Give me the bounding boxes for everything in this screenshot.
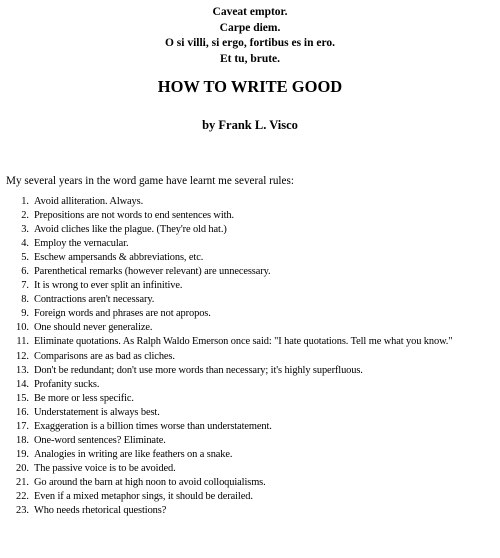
- rule-number: 17.: [16, 420, 29, 432]
- rule-number: 21.: [16, 476, 29, 488]
- rule-text: Contractions aren't necessary.: [34, 294, 155, 306]
- rule-text: Parenthetical remarks (however relevant) are unnecessary.: [34, 266, 271, 278]
- rule-number: 2.: [21, 210, 29, 222]
- rule-text: Eliminate quotations. As Ralph Waldo Emerson once said: "I hate quotations. Tell me what you know.": [34, 336, 453, 348]
- rule-text: Avoid alliteration. Always.: [34, 196, 144, 207]
- rule-number: 18.: [16, 434, 29, 446]
- rule-text: Analogies in writing are like feathers on a snake.: [34, 448, 233, 460]
- byline: by Frank L. Visco: [202, 118, 298, 132]
- rule-number: 22.: [16, 490, 29, 502]
- rule-text: Comparisons are as bad as cliches.: [34, 350, 175, 362]
- rule-number: 15.: [16, 392, 29, 404]
- rule-text: Understatement is always best.: [34, 406, 160, 418]
- rule-number: 10.: [16, 322, 29, 334]
- rule-text: Profanity sucks.: [34, 378, 100, 390]
- page-title: HOW TO WRITE GOOD: [157, 77, 343, 96]
- rule-number: 7.: [21, 280, 29, 292]
- rule-number: 19.: [16, 448, 29, 460]
- rule-text: It is wrong to ever split an infinitive.: [34, 280, 183, 292]
- rule-text: Don't be redundant; don't use more words than necessary; it's highly superfluous.: [34, 364, 363, 376]
- rule-text: The passive voice is to be avoided.: [34, 462, 176, 474]
- rule-text: Even if a mixed metaphor sings, it should be derailed.: [34, 490, 253, 502]
- rule-text: Employ the vernacular.: [34, 238, 129, 250]
- epigraph: [0, 5, 500, 67]
- rule-number: 8.: [21, 294, 29, 306]
- rule-number: 3.: [21, 224, 29, 236]
- rule-number: 14.: [16, 378, 29, 390]
- rule-text: Prepositions are not words to end sentences with.: [34, 210, 234, 222]
- rule-number: 23.: [16, 505, 29, 517]
- rule-number: 5.: [21, 252, 29, 264]
- rule-number: 13.: [16, 364, 29, 376]
- intro-paragraph: My several years in the word game have learnt me several rules:: [6, 175, 294, 187]
- rule-text: One-word sentences? Eliminate.: [34, 434, 166, 446]
- epigraph-line: Caveat emptor.: [212, 6, 288, 18]
- epigraph-line: Carpe diem.: [219, 21, 281, 34]
- rule-number: 6.: [21, 266, 29, 278]
- rule-number: 16.: [16, 406, 29, 418]
- rule-number: 4.: [21, 238, 29, 250]
- rule-text: Who needs rhetorical questions?: [34, 505, 167, 517]
- rule-text: Be more or less specific.: [34, 392, 134, 404]
- rule-number: 1.: [21, 196, 29, 207]
- rule-text: Eschew ampersands & abbreviations, etc.: [34, 252, 204, 264]
- epigraph-line: Et tu, brute.: [219, 52, 281, 65]
- rule-text: One should never generalize.: [34, 322, 153, 334]
- rule-text: Exaggeration is a billion times worse than understatement.: [34, 420, 272, 432]
- rule-text: Avoid cliches like the plague. (They're old hat.): [34, 224, 227, 236]
- rule-number: 9.: [21, 308, 29, 320]
- rule-text: Foreign words and phrases are not apropos.: [34, 308, 211, 320]
- rule-text: Go around the barn at high noon to avoid colloquialisms.: [34, 476, 266, 488]
- rule-number: 12.: [16, 350, 29, 362]
- rule-number: 11.: [16, 336, 29, 348]
- rule-number: 20.: [16, 462, 29, 474]
- epigraph-line: O si villi, si ergo, fortibus es in ero.: [164, 37, 336, 49]
